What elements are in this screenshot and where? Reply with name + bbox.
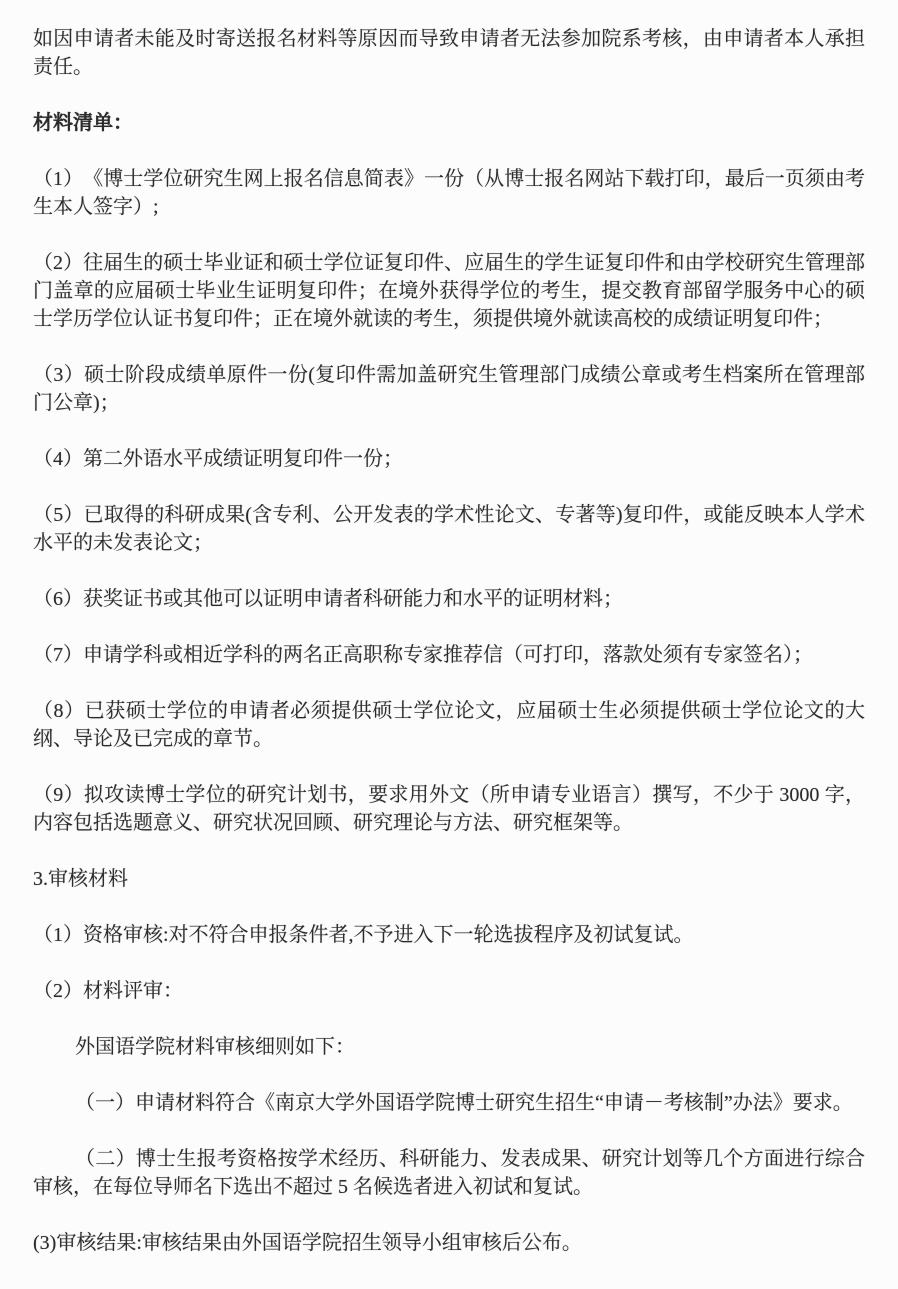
paragraph-qualification-review: （1）资格审核:对不符合申报条件者,不予进入下一轮选拔程序及初试复试。 <box>33 924 694 946</box>
material-item-9: （9）拟攻读博士学位的研究计划书，要求用外文（所申请专业语言）撰写，不少于 3000 字，内容包括选题意义、研究状况回顾、研究理论与方法、研究框架等。 <box>33 784 865 834</box>
paragraph-review-rule-1: （一）申请材料符合《南京大学外国语学院博士研究生招生“申请－考核制”办法》要求。 <box>75 1092 853 1114</box>
material-item-1: （1） 《博士学位研究生网上报名信息简表》一份（从博士报名网站下载打印，最后一页须由考生本人签字）; <box>33 168 865 218</box>
material-item-8: （8）已获硕士学位的申请者必须提供硕士学位论文，应届硕士生必须提供硕士学位论文的大纲、导论及已完成的章节。 <box>33 700 865 750</box>
paragraph-review-result: (3)审核结果:审核结果由外国语学院招生领导小组审核后公布。 <box>33 1232 582 1254</box>
paragraph-review-rules-intro: 外国语学院材料审核细则如下： <box>75 1036 355 1058</box>
heading-review-materials: 3.审核材料 <box>33 868 128 890</box>
paragraph-liability-note: 如因申请者未能及时寄送报名材料等原因而导致申请者无法参加院系考核，由申请者本人承担责任。 <box>33 28 865 78</box>
material-item-2: （2）往届生的硕士毕业证和硕士学位证复印件、应届生的学生证复印件和由学校研究生管理部门盖章的应届硕士毕业生证明复印件；在境外获得学位的考生，提交教育部留学服务中心的硕士学历学位认证书复印件；正在境外就读的考生，须提供境外就读高校的成绩证明复印件； <box>33 252 865 330</box>
material-item-4: （4）第二外语水平成绩证明复印件一份； <box>33 448 403 470</box>
material-item-5: （5）已取得的科研成果(含专利、公开发表的学术性论文、专著等)复印件，或能反映本人学术水平的未发表论文； <box>33 504 865 554</box>
heading-material-list: 材料清单： <box>33 112 133 134</box>
paragraph-material-review: （2）材料评审： <box>33 980 183 1002</box>
material-item-6: （6）获奖证书或其他可以证明申请者科研能力和水平的证明材料； <box>33 588 623 610</box>
material-item-3: （3）硕士阶段成绩单原件一份(复印件需加盖研究生管理部门成绩公章或考生档案所在管理部门公章)； <box>33 364 865 414</box>
material-item-7: （7）申请学科或相近学科的两名正高职称专家推荐信（可打印，落款处须有专家签名）； <box>33 644 813 666</box>
paragraph-review-rule-2: （二）博士生报考资格按学术经历、科研能力、发表成果、研究计划等几个方面进行综合审核，在每位导师名下选出不超过 5 名候选者进入初试和复试。 <box>33 1148 865 1198</box>
